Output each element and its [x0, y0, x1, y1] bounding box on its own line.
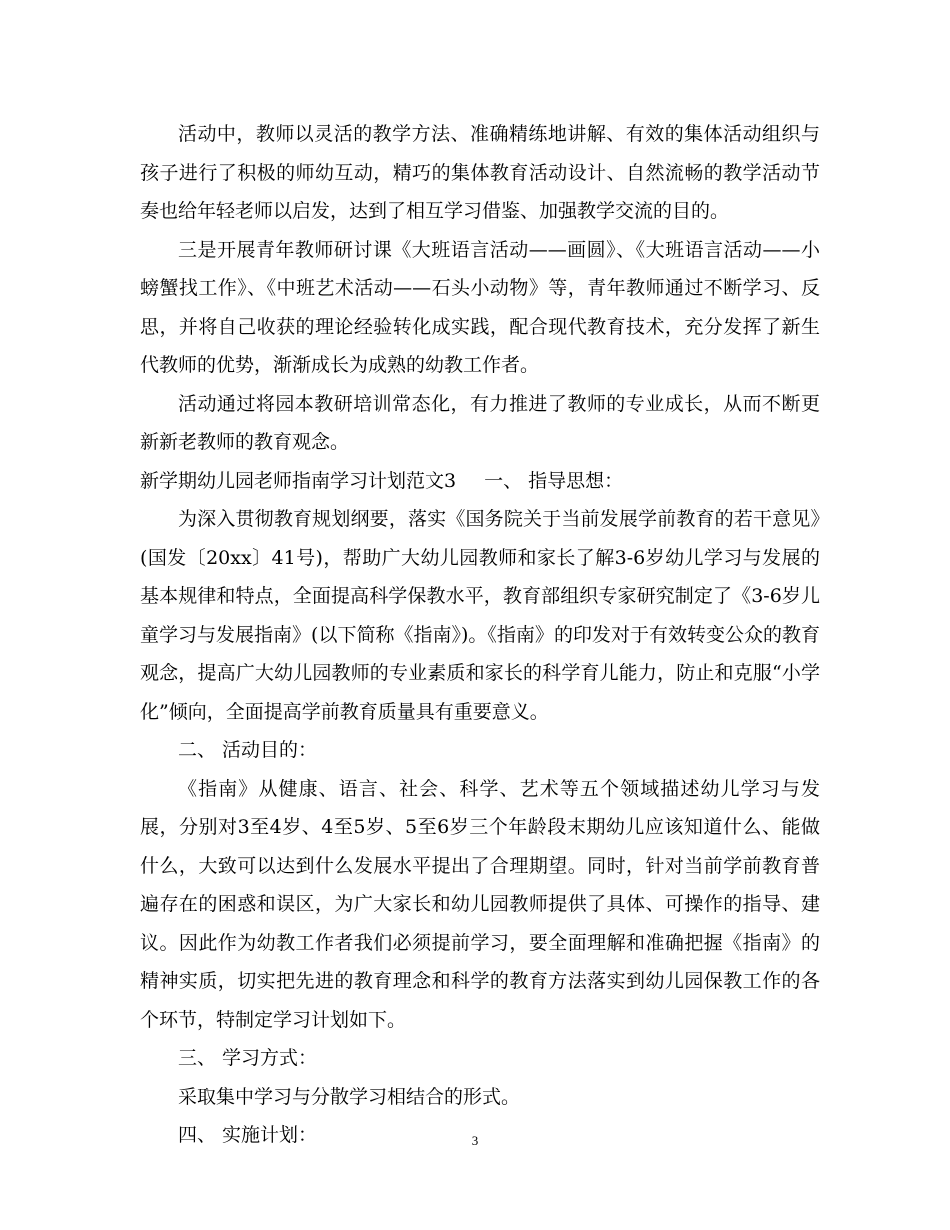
paragraph-activity-purpose: 《指南》从健康、语言、社会、科学、艺术等五个领域描述幼儿学习与发展，分别对3至4岁、4至5岁、5至6岁三个年龄段末期幼儿应该知道什么、能做什么，大致可以达到什么发展水平提出了合理期望。同时，针对当前学前教育普遍存在的困惑和误区，为广大家长和幼儿园教师提供了具体、可操作的指导、建议。因此作为幼教工作者我们必须提前学习，要全面理解和准确把握《指南》的精神实质，切实把先进的教育理念和科学的教育方法落实到幼儿园保教工作的各个环节，特制定学习计划如下。	[140, 777, 820, 1031]
paragraph-guiding-ideology: 为深入贯彻教育规划纲要，落实《国务院关于当前发展学前教育的若干意见》(国发〔20xx〕41号)，帮助广大幼儿园教师和家长了解3-6岁幼儿学习与发展的基本规律和特点，全面提高科学保教水平，教育部组织专家研究制定了《3-6岁儿童学习与发展指南》(以下简称《指南》)。《指南》的印发对于有效转变公众的教育观念，提高广大幼儿园教师的专业素质和家长的科学育儿能力，防止和克服“小学化”倾向，全面提高学前教育质量具有重要意义。	[140, 508, 820, 723]
paragraph-learning-method: 采取集中学习与分散学习相结合的形式。	[178, 1085, 521, 1108]
section-heading-learning-method: 三、 学习方式：	[178, 1047, 318, 1069]
paragraph-young-teacher-lessons: 三是开展青年教师研讨课《大班语言活动——画圆》、《大班语言活动——小螃蟹找工作》、《中班艺术活动——石头小动物》等，青年教师通过不断学习、反思，并将自己收获的理论经验转化成实践，配合现代教育技术，充分发挥了新生代教师的优势，渐渐成长为成熟的幼教工作者。	[140, 238, 820, 376]
plan-title: 新学期幼儿园老师指南学习计划范文3	[140, 469, 457, 492]
paragraph-activity-summary: 活动中，教师以灵活的教学方法、准确精练地讲解、有效的集体活动组织与孩子进行了积极的师幼互动，精巧的集体教育活动设计、自然流畅的教学活动节奏也给年轻老师以启发，达到了相互学习借鉴、加强教学交流的目的。	[140, 123, 820, 222]
section-heading-activity-purpose: 二、 活动目的：	[178, 739, 318, 761]
paragraph-training-conclusion: 活动通过将园本教研培训常态化，有力推进了教师的专业成长，从而不断更新新老教师的教育观念。	[140, 392, 820, 453]
section-heading-guiding-ideology: 一、 指导思想：	[484, 469, 624, 492]
document-body	[140, 115, 820, 1155]
section-heading-implementation-plan: 四、 实施计划：	[178, 1124, 318, 1146]
page-number: 3	[471, 1133, 479, 1148]
document-section-title	[140, 462, 820, 501]
